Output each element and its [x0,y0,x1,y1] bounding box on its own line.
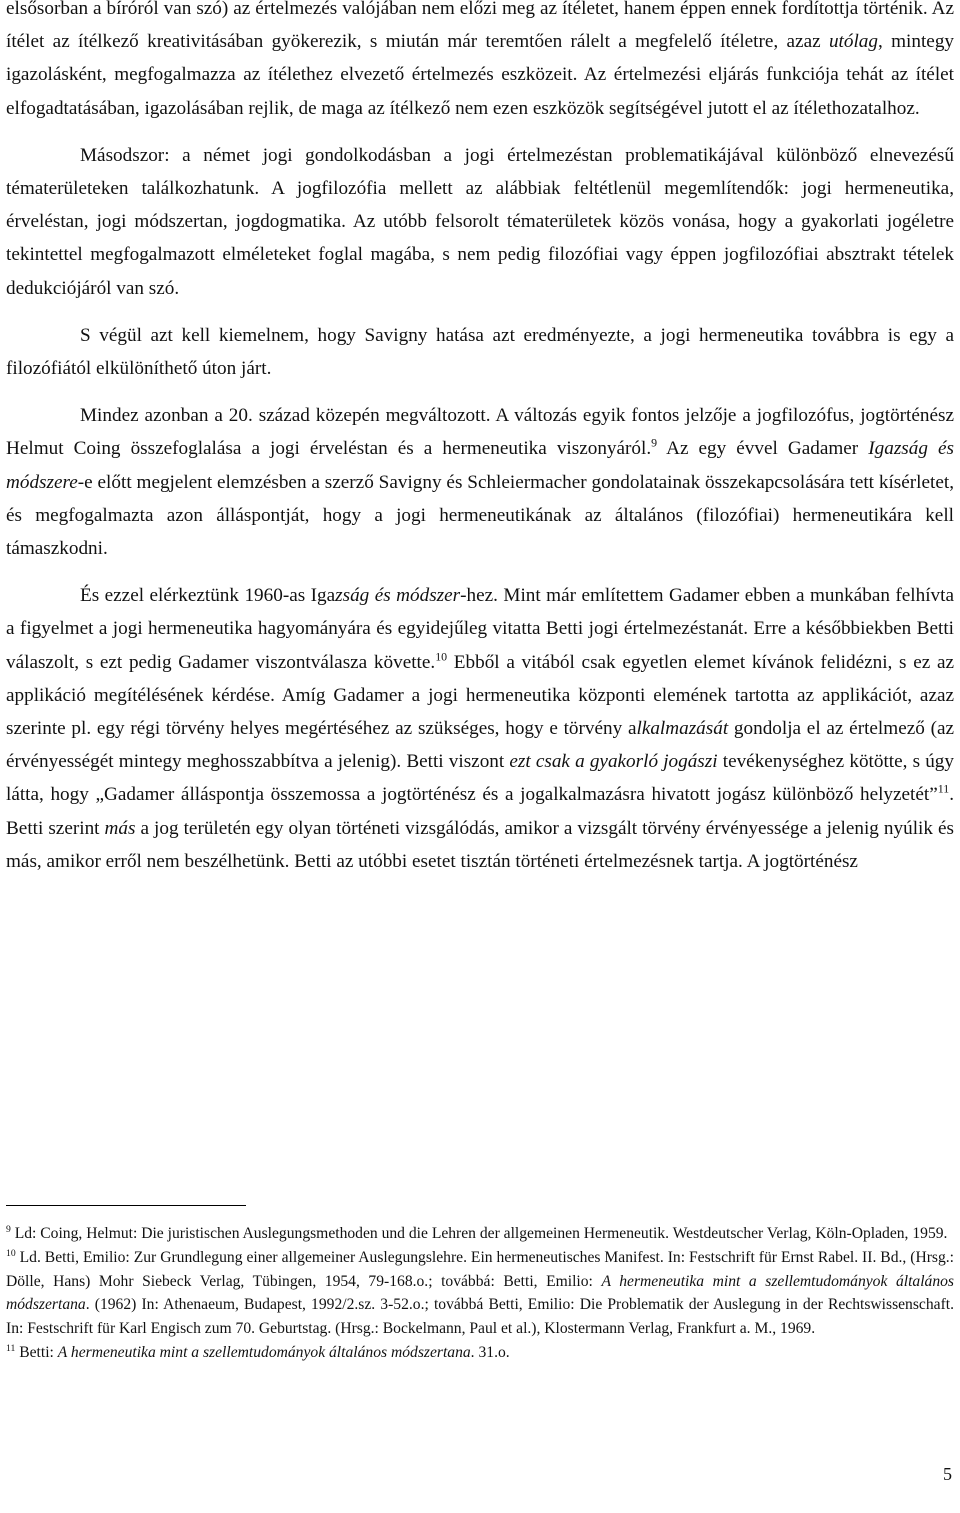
italic-text: A hermeneutika mint a szellemtudományok általános módszertana [6,1272,954,1314]
text-run: Mindez azonban a 20. század közepén megváltozott. A változás egyik fontos jelzője a jogfilozófus, jogtörténész Helmut Coing összefoglalása a jogi érveléstan és a hermeneutika viszonyáról. [6,405,954,460]
paragraph [6,0,954,125]
text-run: . Betti szerint [6,784,954,839]
text-run: Ld. Betti, Emilio: Zur Grundlegung einer allgemeiner Auslegungslehre. Ein hermeneutisches Manifest. In: Festschrift für Ernst Rabel. II. Bd., (Hrsg.: Dölle, Hans) Mohr Siebeck Verlag, Tübingen, 1954, 79-168.o.; továbbá: Betti, Emilio: [6,1248,954,1290]
text-run: Ebből a vitából csak egyetlen elemet kívánok felidézni, s ez az applikáció megítélésének kérdése. Amíg Gadamer a jogi hermeneutika központi elemének tartotta az applikációt, azaz szerinte pl. egy régi törvény helyes megértéséhez az szükséges, hogy e törvény a [6,651,955,740]
italic-text: Igazság és módszere [6,438,954,493]
footnotes [6,1222,954,1365]
italic-text: A hermeneutika mint a szellemtudományok általános módszertana [57,1343,471,1361]
text-run: -e előtt megjelent elemzésben a szerző Savigny és Schleiermacher gondolatainak összekapcsolására tett kísérletet, és megfogalmazta azon álláspontját, hogy a jogi hermeneutikának az általános (filozófiai) hermeneutikára kell támaszkodni. [6,471,954,560]
text-run: . (1962) In: Athenaeum, Budapest, 1992/2.sz. 3-52.o.; továbbá Betti, Emilio: Die Problematik der Auslegung in der Rechtswissenschaft. In: Festschrift für Karl Engisch zum 70. Geburtstag. (Hrsg.: Bockelmann, Paul et al.), Klostermann Verlag, Frankfurt a. M., 1969. [6,1296,954,1338]
page-number: 5 [943,1464,952,1484]
paragraph [6,399,954,565]
paragraph [6,139,954,305]
footnote-ref: 11 [937,782,950,797]
italic-text: ezt csak a gyakorló jogászi [509,751,718,773]
footnote-ref: 9 [6,1223,11,1235]
body-text [6,0,954,878]
text-run: -hez. Mint már említettem Gadamer ebben a munkában felhívta a figyelmet a jogi hermeneutika hagyományára és egyidejűleg vitatta Betti jogi értelmezéstanát. Erre a későbbiekben Betti válaszolt, s ezt pedig Gadamer viszontválasza követte. [6,585,954,673]
italic-text: lkalmazását [636,718,729,740]
paragraph [6,319,954,385]
text-run: gondolja el az értelmező (az érvényességét mintegy meghosszabbítva a jelenig). Betti viszont [6,718,954,773]
text-run: a jog területén egy olyan történeti vizsgálódás, amikor a vizsgált törvény érvényessége a jelenig nyúlik és más, amikor erről nem beszélhetünk. Betti az utóbbi esetet tisztán történeti értelmezésnek tartja. A jogtörténész [6,817,954,872]
text-run: Az egy évvel Gadamer [657,438,869,460]
text-run: Ld: Coing, Helmut: Die juristischen Auslegungsmethoden und die Lehren der allgemeinen Hermeneutik. Westdeutscher Verlag, Köln-Opladen, 1959. [10,1225,948,1242]
text-run: . 31.o. [470,1343,510,1361]
footnote-ref: 10 [6,1247,16,1259]
footnote-ref: 11 [6,1342,16,1354]
footnote [6,1222,954,1246]
text-run: És ezzel elérkeztünk 1960-as Iga [80,585,336,607]
text-run: Másodszor: a német jogi gondolkodásban a jogi értelmezéstan problematikájával különböző elnevezésű tématerületeken találkozhatunk. A jogfilozófia mellett az alábbiak feltétlenül megemlítendők: jogi hermeneutika, érveléstan, jogi módszertan, jogdogmatika. Az utóbb felsorolt tématerületek közös vonása, hogy a gyakorlati jogéletre tekintettel megfogalmazott elméleteket foglal magába, s nem pedig filozófiai vagy éppen jogfilozófiai absztrakt tételek dedukciójáról van szó. [6,144,954,299]
text-run: tevékenységhez kötötte, s úgy látta, hogy „Gadamer álláspontja összemossa a jogtörténész és a jogalkalmazásra hivatott jogász különböző helyzetét” [6,751,954,806]
text-run: Betti: [15,1343,58,1361]
text-run: elsősorban a bíróról van szó) az értelmezés valójában nem előzi meg az ítéletet, hanem éppen ennek fordítottja történik. Az ítélet az ítélkező kreativitásában gyökerezik, s miután már teremtően rálelt a megfelelő ítéletre, azaz [6,0,954,53]
footnote-ref: 9 [651,436,658,451]
text-run: S végül azt kell kiemelnem, hogy Savigny hatása azt eredményezte, a jogi hermeneutika továbbra is egy a filozófiától elkülöníthető úton járt. [6,324,954,380]
paragraph [6,579,954,878]
footnote-separator [6,1205,246,1206]
italic-text: utólag [828,31,878,53]
text-run: , mintegy igazolásként, megfogalmazza az ítélethez elvezető értelmezés eszközeit. Az értelmezési eljárás funkciója tehát az ítélet elfogadtatásában, igazolásában rejlik, de maga az ítélkező nem ezen eszközök segítségével jutott el az ítélethozatalhoz. [6,31,955,119]
footnote [6,1341,954,1365]
italic-text: zság és módszer [335,585,461,607]
footnote [6,1246,954,1341]
footnote-ref: 10 [435,649,448,664]
italic-text: más [104,817,136,839]
